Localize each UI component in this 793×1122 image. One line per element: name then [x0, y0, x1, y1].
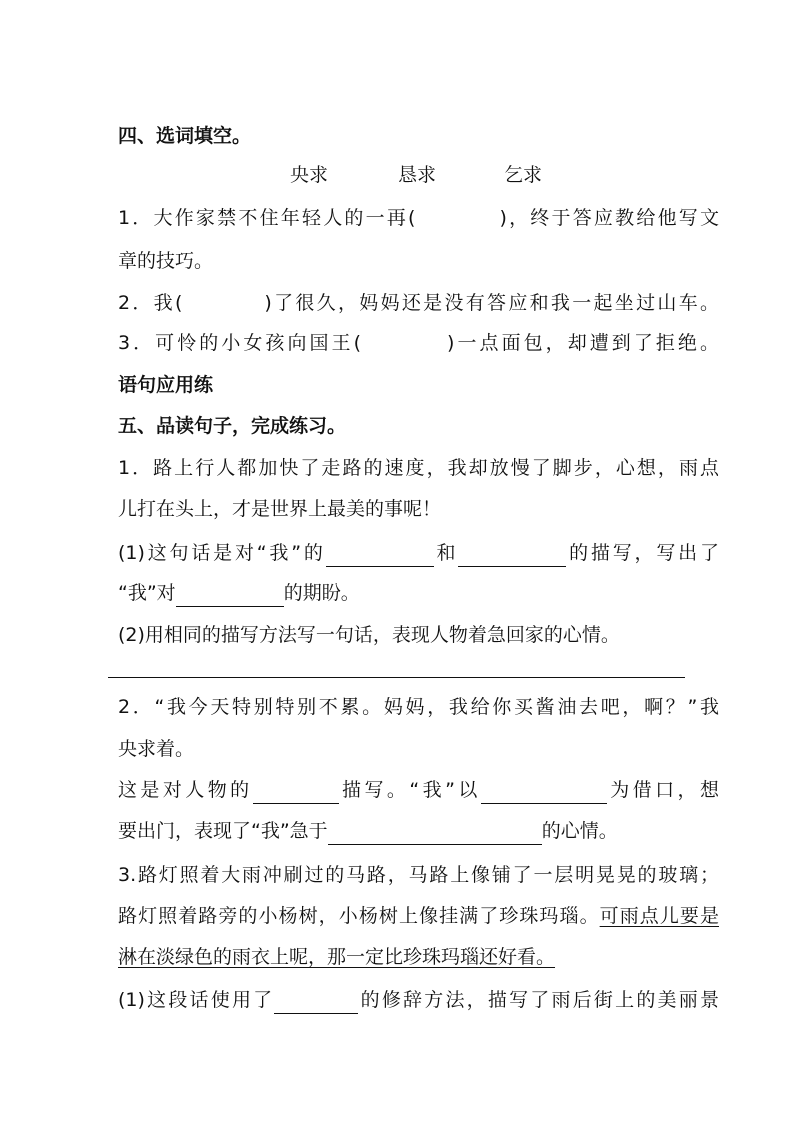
passage-line: 3.路灯照着大雨冲刷过的马路，马路上像铺了一层明晃晃的玻璃；: [118, 864, 719, 886]
passage-line: 央求着。: [118, 738, 195, 760]
answer-blank[interactable]: [326, 540, 434, 567]
word-choice: 乞求: [504, 164, 543, 186]
subsection-title: 语句应用练: [118, 374, 214, 396]
underlined-sentence: 可雨点儿要是: [599, 905, 719, 927]
passage-line: 路灯照着路旁的小杨树，小杨树上像挂满了珍珠玛瑙。可雨点儿要是: [118, 905, 719, 927]
question-line: (1)这段话使用了 的修辞方法，描写了雨后街上的美丽景: [118, 987, 719, 1014]
question-line: (2)用相同的描写方法写一句话，表现人物着急回家的心情。: [118, 624, 620, 646]
question-line: 3．可怜的小女孩向国王( )一点面包，却遭到了拒绝。: [118, 332, 719, 354]
passage-line: 2．“我今天特别特别不累。妈妈，我给你买酱油去吧，啊？”我: [118, 696, 719, 718]
question-line: 要出门，表现了“我”急于 的心情。: [118, 818, 719, 845]
answer-blank[interactable]: [481, 777, 607, 804]
question-line: “我”对 的期盼。: [118, 580, 793, 607]
question-line: 章的技巧。: [118, 250, 214, 272]
underlined-sentence: 淋在淡绿色的雨衣上呢，那一定比珍珠玛瑙还好看。: [118, 946, 556, 968]
answer-blank[interactable]: [253, 777, 339, 804]
word-choice: 央求: [290, 164, 329, 186]
answer-blank[interactable]: [274, 987, 358, 1014]
answer-blank[interactable]: [458, 540, 566, 567]
answer-blank[interactable]: [328, 818, 542, 845]
answer-line[interactable]: [108, 677, 685, 678]
passage-line: 儿打在头上，才是世界上最美的事呢！: [118, 498, 442, 520]
question-line: (1)这句话是对“我”的 和 的描写，写出了: [118, 540, 719, 567]
question-line: 1．大作家禁不住年轻人的一再( )，终于答应教给他写文: [118, 207, 719, 229]
answer-blank[interactable]: [176, 580, 284, 607]
passage-line: [118, 944, 719, 970]
question-line: 2．我( )了很久，妈妈还是没有答应和我一起坐过山车。: [118, 292, 719, 314]
section-heading: 五、品读句子，完成练习。: [118, 415, 347, 437]
section-heading: 四、选词填空。: [118, 125, 252, 147]
word-choice: 恳求: [398, 164, 437, 186]
question-line: 这是对人物的 描写。“我”以 为借口，想: [118, 777, 719, 804]
passage-line: 1．路上行人都加快了走路的速度，我却放慢了脚步，心想，雨点: [118, 457, 719, 479]
